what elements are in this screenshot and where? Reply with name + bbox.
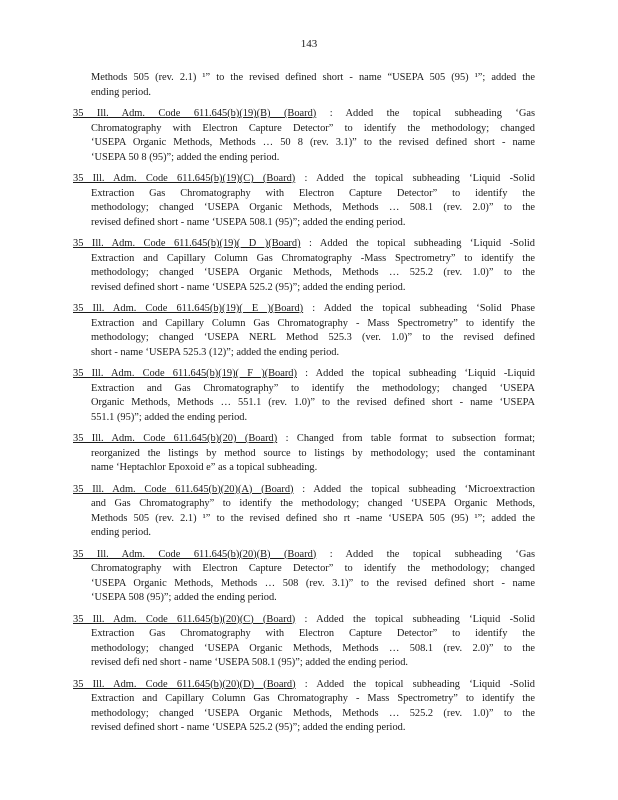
amendment-entry — [73, 302, 535, 360]
amendment-entry — [73, 678, 535, 736]
entry-text-line: revised defined short - name ‘USEPA 525.2 (95)”; added the ending period. — [91, 281, 406, 293]
code-citation: 35 Ill. Adm. Code 611.645(b)(20)(D) (Board) — [73, 678, 296, 690]
entry-text-line: 551.1 (95)”; added the ending period. — [91, 411, 248, 423]
entry-heading-line: 35 Ill. Adm. Code 611.645(b)(19)( D )(Board) : Added the topical subheading ‘Liquid -Solid — [73, 238, 535, 249]
entry-text-line: and Gas Chromatography” to identify the methodology; changed ‘USEPA Organic Methods, — [91, 498, 535, 509]
entry-heading-line: 35 Ill. Adm. Code 611.645(b)(19)(C) (Board) : Added the topical subheading ‘Liquid -Solid — [73, 173, 535, 184]
entry-text-line: revised defined short - name ‘USEPA 525.2 (95)”; added the ending period. — [91, 722, 406, 733]
entry-text-line: name ‘Heptachlor Epoxoid e” as a topical subheading. — [91, 462, 318, 473]
code-citation: 35 Ill. Adm. Code 611.645(b)(20)(B) (Board) — [73, 548, 317, 560]
code-citation: 35 Ill. Adm. Code 611.645(b)(19)( E )(Board) — [73, 303, 304, 314]
entry-text-line: short - name ‘USEPA 525.3 (12)”; added the ending period. — [91, 346, 340, 358]
entry-text-line: Extraction Gas Chromatography with Electron Capture Detector” to identify the — [91, 187, 535, 199]
entry-text-line: Extraction and Capillary Column Gas Chromatography - Mass Spectrometry” to identify the — [91, 693, 535, 704]
amendment-entry — [73, 172, 535, 230]
continued-paragraph — [73, 71, 535, 100]
amendment-entry — [73, 107, 535, 165]
entry-heading-line: 35 Ill. Adm. Code 611.645(b)(20)(B) (Board) : Added the topical subheading ‘Gas — [73, 548, 535, 560]
entry-text-line: ‘USEPA Organic Methods, Methods … 508 (rev. 3.1)” to the revised defined short - name — [91, 577, 535, 589]
code-citation: 35 Ill. Adm. Code 611.645(b)(19)(B) (Board) — [73, 108, 317, 119]
entry-text-line: Extraction and Gas Chromatography” to identify the methodology; changed ‘USEPA — [91, 382, 535, 394]
entry-text-line: Organic Methods, Methods … 551.1 (rev. 1.0)” to the revised defined short - name ‘USEPA — [91, 397, 535, 408]
entry-text-line: revised defined short - name ‘USEPA 508.1 (95)”; added the ending period. — [91, 216, 406, 228]
entry-text-line: reorganized the listings by method source to listings by methodology; used the contaminant — [91, 447, 535, 459]
entry-text-line: ‘USEPA 50 8 (95)”; added the ending period. — [91, 151, 280, 163]
entry-text-line: methodology; changed ‘USEPA Organic Methods, Methods … 508.1 (rev. 2.0)” to the — [91, 642, 535, 654]
entry-text-line: methodology; changed ‘USEPA Organic Methods, Methods … 525.2 (rev. 1.0)” to the — [91, 707, 535, 719]
entry-text-line: ending period. — [91, 527, 152, 538]
code-citation: 35 Ill. Adm. Code 611.645(b)(19)( F )(Board) — [73, 368, 297, 379]
entry-text-line: Chromatography with Electron Capture Detector” to identify the methodology; changed — [91, 563, 535, 574]
entry-heading-line: 35 Ill. Adm. Code 611.645(b)(19)(B) (Board) : Added the topical subheading ‘Gas — [73, 108, 535, 119]
entry-heading-line: 35 Ill. Adm. Code 611.645(b)(19)( F )(Board) : Added the topical subheading ‘Liquid -Liquid — [73, 368, 535, 379]
entry-heading-line: 35 Ill. Adm. Code 611.645(b)(20)(D) (Board) : Added the topical subheading ‘Liquid -Solid — [73, 678, 535, 690]
code-citation: 35 Ill. Adm. Code 611.645(b)(20)(A) (Board) — [73, 483, 294, 495]
entry-text-line: Methods 505 (rev. 2.1) ¹” to the revised defined short - name “USEPA 505 (95) ¹”; added the — [91, 72, 535, 83]
code-citation: 35 Ill. Adm. Code 611.645(b)(20) (Board) — [73, 433, 278, 444]
code-citation: 35 Ill. Adm. Code 611.645(b)(20)(C) (Board) — [73, 613, 296, 625]
entry-text-line: methodology; changed ‘USEPA Organic Methods, Methods … 508.1 (rev. 2.0)” to the — [91, 202, 535, 213]
entry-text-line: Chromatography with Electron Capture Detector” to identify the methodology; changed — [91, 122, 535, 134]
entry-text-line: ‘USEPA Organic Methods, Methods … 50 8 (rev. 3.1)” to the revised defined short - name — [91, 137, 535, 148]
amendment-entry — [73, 367, 535, 425]
entry-heading-line: 35 Ill. Adm. Code 611.645(b)(19)( E )(Board) : Added the topical subheading ‘Solid Phase — [73, 303, 536, 314]
entry-text-line: Extraction and Capillary Column Gas Chromatography - Mass Spectrometry” to identify the — [91, 317, 535, 329]
amendment-entry — [73, 483, 535, 541]
document-body — [73, 71, 535, 743]
entry-text-line: revised defi ned short - name ‘USEPA 508.1 (95)”; added the ending period. — [91, 657, 409, 668]
amendment-entry — [73, 237, 535, 295]
entry-text-line: methodology; changed ‘USEPA Organic Methods, Methods … 525.2 (rev. 1.0)” to the — [91, 267, 535, 278]
entry-text-line: ‘USEPA 508 (95)”; added the ending period. — [91, 592, 277, 603]
page-number: 143 — [300, 38, 318, 50]
amendment-entry — [73, 548, 535, 606]
entry-text-line: Methods 505 (rev. 2.1) ¹” to the revised defined sho rt -name ‘USEPA 505 (95) ¹”; added the — [91, 512, 535, 524]
amendment-entry — [73, 613, 535, 671]
entry-text-line: Extraction and Capillary Column Gas Chromatography -Mass Spectrometry” to identify the — [91, 252, 535, 264]
entry-heading-line: 35 Ill. Adm. Code 611.645(b)(20) (Board) : Changed from table format to subsection format; — [73, 433, 535, 444]
entry-text-line: ending period. — [91, 86, 152, 98]
entry-heading-line: 35 Ill. Adm. Code 611.645(b)(20)(C) (Board) : Added the topical subheading ‘Liquid -Solid — [73, 613, 535, 625]
amendment-entry — [73, 432, 535, 476]
entry-heading-line: 35 Ill. Adm. Code 611.645(b)(20)(A) (Board) : Added the topical subheading ‘Microextraction — [73, 483, 535, 495]
entry-text-line: methodology; changed ‘USEPA NERL Method 525.3 (ver. 1.0)” to the revised defined — [91, 332, 535, 343]
code-citation: 35 Ill. Adm. Code 611.645(b)(19)(C) (Board) — [73, 173, 296, 184]
entry-text-line: Extraction Gas Chromatography with Electron Capture Detector” to identify the — [91, 628, 535, 639]
code-citation: 35 Ill. Adm. Code 611.645(b)(19)( D )(Board) — [73, 238, 301, 249]
